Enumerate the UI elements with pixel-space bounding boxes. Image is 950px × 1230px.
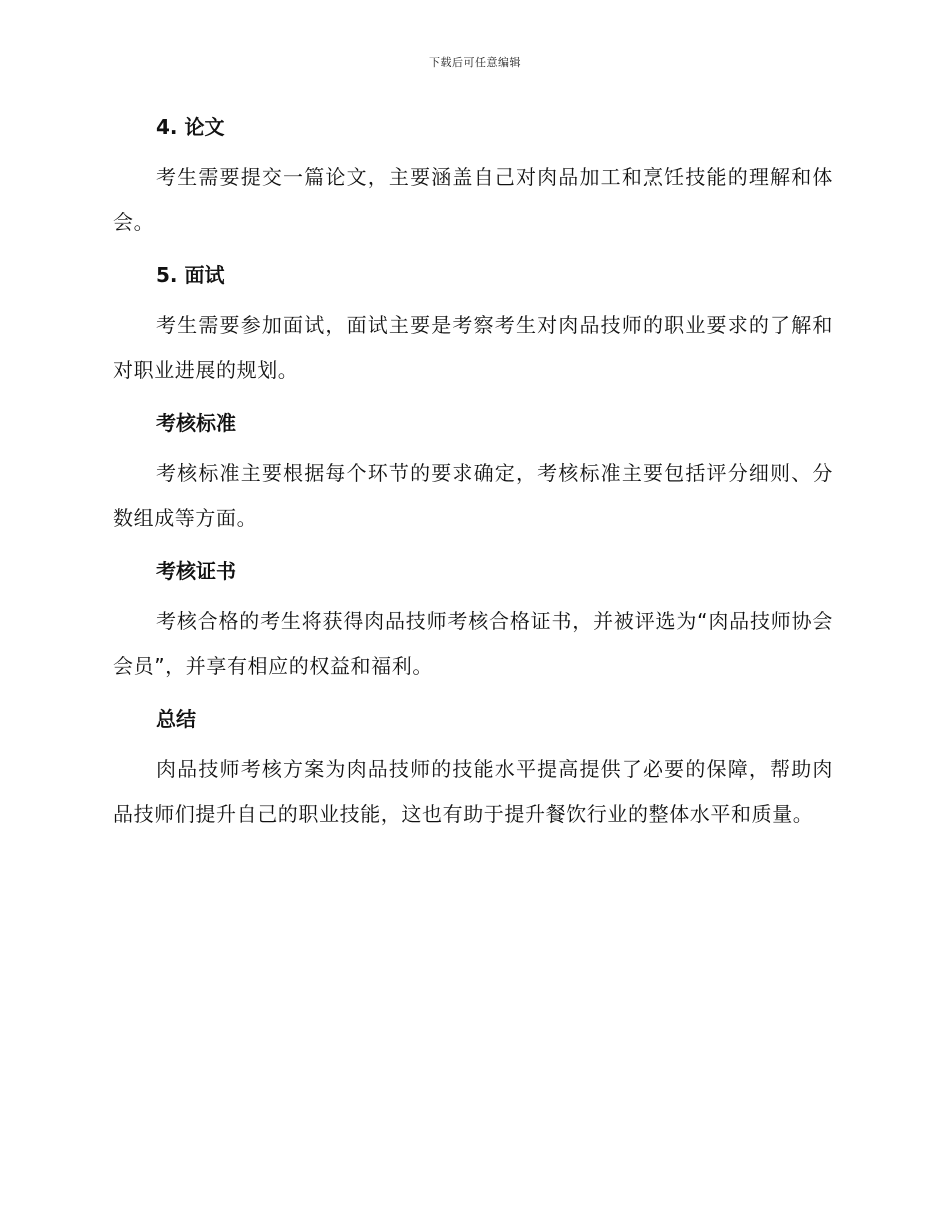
section-essay (113, 108, 833, 256)
section-paragraph: 考生需要参加面试，面试主要是考察考生对肉品技师的职业要求的了解和对职业进展的规划。 (113, 313, 833, 382)
section-paragraph: 肉品技师考核方案为肉品技师的技能水平提高提供了必要的保障，帮助肉品技师们提升自己的职业技能，这也有助于提升餐饮行业的整体水平和质量。 (113, 757, 833, 826)
section-heading: 4. 论文 (156, 115, 225, 139)
section-heading: 5. 面试 (156, 263, 225, 287)
page-header-note: 下载后可任意编辑 (429, 56, 521, 69)
section-paragraph: 考生需要提交一篇论文，主要涵盖自己对肉品加工和烹饪技能的理解和体会。 (113, 165, 833, 234)
section-heading: 总结 (156, 707, 196, 731)
section-summary (113, 700, 833, 837)
document-body (113, 108, 833, 837)
section-paragraph: 考核合格的考生将获得肉品技师考核合格证书，并被评选为“肉品技师协会会员”，并享有相应的权益和福利。 (113, 609, 833, 678)
section-paragraph: 考核标准主要根据每个环节的要求确定，考核标准主要包括评分细则、分数组成等方面。 (113, 461, 833, 530)
section-heading: 考核标准 (156, 411, 236, 435)
section-interview (113, 256, 833, 404)
section-heading: 考核证书 (156, 559, 236, 583)
section-assessment-criteria (113, 404, 833, 552)
section-certificate (113, 552, 833, 700)
